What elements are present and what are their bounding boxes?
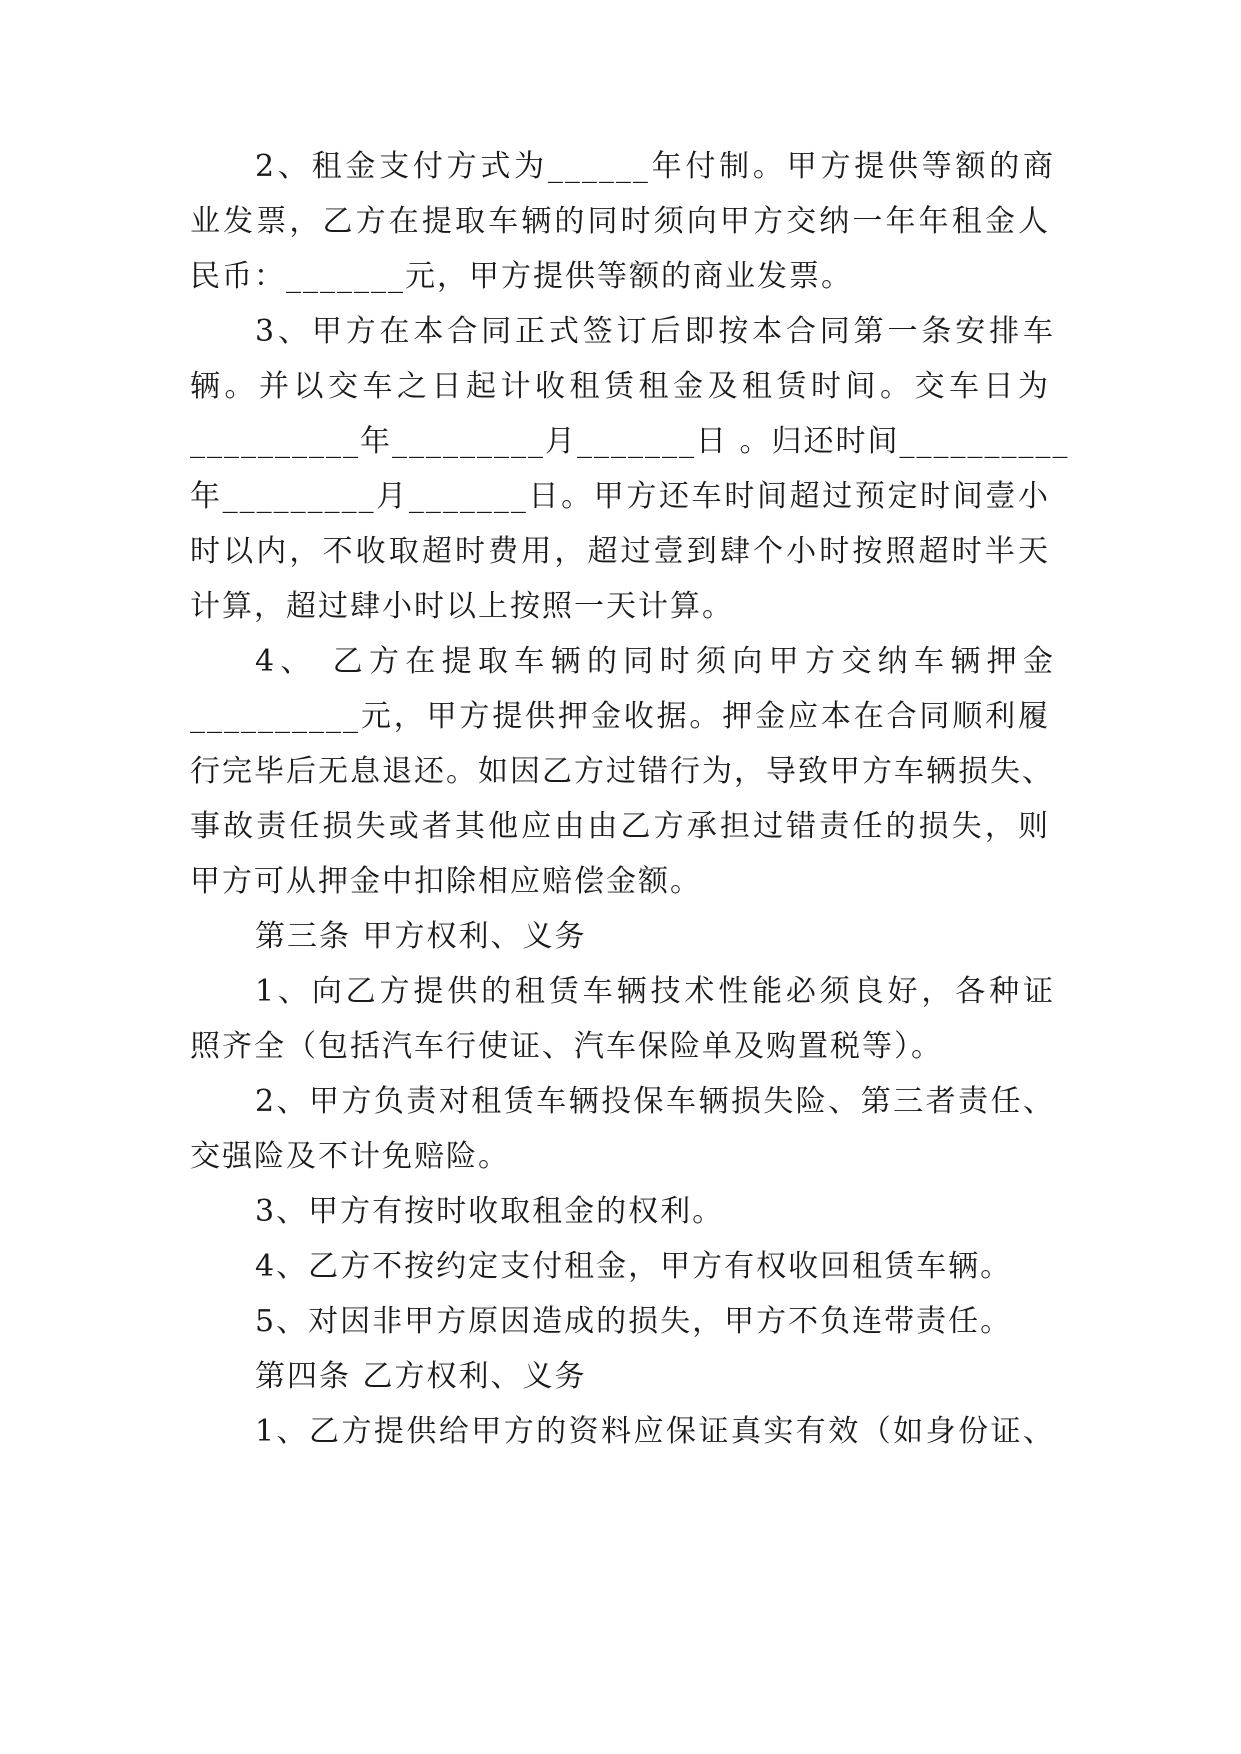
text-line: 1、向乙方提供的租赁车辆技术性能必须良好，各种证 (255, 974, 1055, 1009)
text-line: 3、甲方在本合同正式签订后即按本合同第一条安排车 (255, 314, 1055, 349)
text-line: 事故责任损失或者其他应由由乙方承担过错责任的损失，则 (190, 809, 1050, 844)
text-line: 2、甲方负责对租赁车辆投保车辆损失险、第三者责任、 (255, 1084, 1055, 1119)
text-line: 2、租金支付方式为______年付制。甲方提供等额的商 (255, 149, 1055, 184)
text-line: 行完毕后无息退还。如因乙方过错行为，导致甲方车辆损失、 (190, 754, 1054, 789)
section-heading: 第四条 乙方权利、义务 (255, 1359, 587, 1394)
text-line: 年_________月_______日。甲方还车时间超过预定时间壹小 (190, 479, 1050, 514)
text-line: 业发票，乙方在提取车辆的同时须向甲方交纳一年年租金人 (190, 204, 1050, 239)
text-line: __________元，甲方提供押金收据。押金应本在合同顺利履 (190, 699, 1050, 734)
text-line: 计算，超过肆小时以上按照一天计算。 (190, 589, 734, 624)
text-line: 民币：_______元，甲方提供等额的商业发票。 (190, 259, 853, 294)
text-line: 1、乙方提供给甲方的资料应保证真实有效（如身份证、 (255, 1414, 1055, 1449)
text-line: 交强险及不计免赔险。 (190, 1139, 510, 1174)
text-line: 辆。并以交车之日起计收租赁租金及租赁时间。交车日为 (190, 369, 1050, 404)
text-line: 4、 乙方在提取车辆的同时须向甲方交纳车辆押金 (255, 644, 1055, 679)
text-line: __________年_________月_______日 。归还时间__________ (190, 424, 1070, 459)
text-line: 5、对因非甲方原因造成的损失，甲方不负连带责任。 (255, 1304, 1013, 1339)
text-line: 甲方可从押金中扣除相应赔偿金额。 (190, 864, 702, 899)
text-line: 照齐全（包括汽车行使证、汽车保险单及购置税等）。 (190, 1029, 943, 1064)
text-line: 3、甲方有按时收取租金的权利。 (255, 1194, 725, 1229)
text-line: 4、乙方不按约定支付租金，甲方有权收回租赁车辆。 (255, 1249, 1013, 1284)
text-line: 时以内，不收取超时费用，超过壹到肆个小时按照超时半天 (190, 534, 1050, 569)
section-heading: 第三条 甲方权利、义务 (255, 919, 587, 954)
